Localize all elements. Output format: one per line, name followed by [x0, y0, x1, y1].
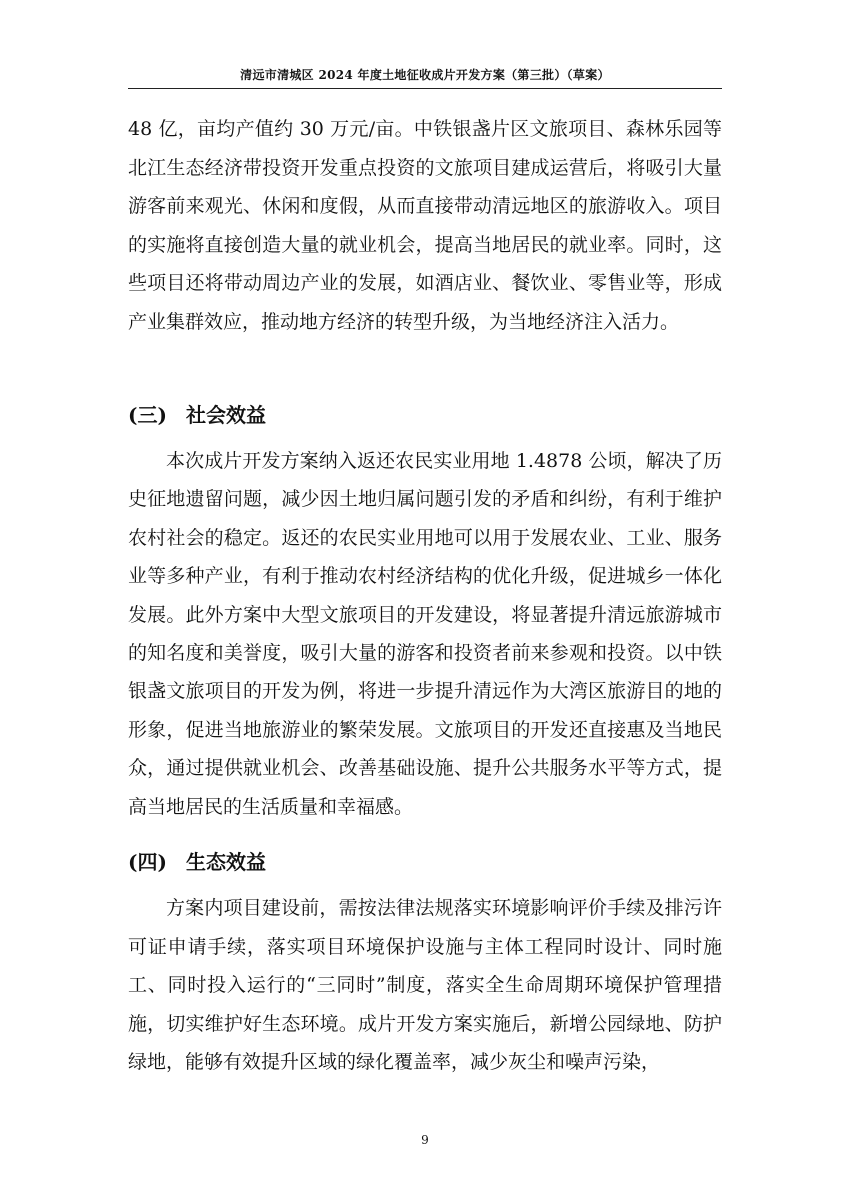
section-4-paragraph: 方案内项目建设前，需按法律法规落实环境影响评价手续及排污许可证申请手续，落实项目环境保护设施与主体工程同时设计、同时施工、同时投入运行的“三同时”制度，落实全生命周期环境保护管理措施，切实维护好生态环境。成片开发方案实施后，新增公园绿地、防护绿地，能够有效提升区域的绿化覆盖率，减少灰尘和噪声污染， — [128, 897, 722, 1074]
section-3-number: (三) — [128, 403, 167, 427]
section-4-number: (四) — [128, 850, 167, 874]
page-number: 9 — [421, 1133, 429, 1147]
section-4-title: 生态效益 — [186, 850, 266, 874]
body-paragraph-1: 48 亿，亩均产值约 30 万元/亩。中铁银盏片区文旅项目、森林乐园等北江生态经济带投资开发重点投资的文旅项目建成运营后，将吸引大量游客前来观光、休闲和度假，从而直接带动清远地区的旅游收入。项目的实施将直接创造大量的就业机会，提高当地居民的就业率。同时，这些项目还将带动周边产业的发展，如酒店业、餐饮业、零售业等，形成产业集群效应，推动地方经济的转型升级，为当地经济注入活力。 — [128, 118, 722, 333]
section-3-paragraph: 本次成片开发方案纳入返还农民实业用地 1.4878 公顷，解决了历史征地遗留问题，减少因土地归属问题引发的矛盾和纠纷，有利于维护农村社会的稳定。返还的农民实业用地可以用于发展农业、工业、服务业等多种产业，有利于推动农村经济结构的优化升级，促进城乡一体化发展。此外方案中大型文旅项目的开发建设，将显著提升清远旅游城市的知名度和美誉度，吸引大量的游客和投资者前来参观和投资。以中铁银盏文旅项目的开发为例，将进一步提升清远作为大湾区旅游目的地的形象，促进当地旅游业的繁荣发展。文旅项目的开发还直接惠及当地民众，通过提供就业机会、改善基础设施、提升公共服务水平等方式，提高当地居民的生活质量和幸福感。 — [128, 450, 722, 818]
section-3-title: 社会效益 — [186, 403, 266, 427]
running-header: 清远市清城区 2024 年度土地征收成片开发方案（第三批）（草案） — [240, 68, 610, 82]
section-4-heading — [128, 846, 266, 875]
header-divider — [128, 88, 722, 89]
section-3-heading — [128, 399, 266, 428]
